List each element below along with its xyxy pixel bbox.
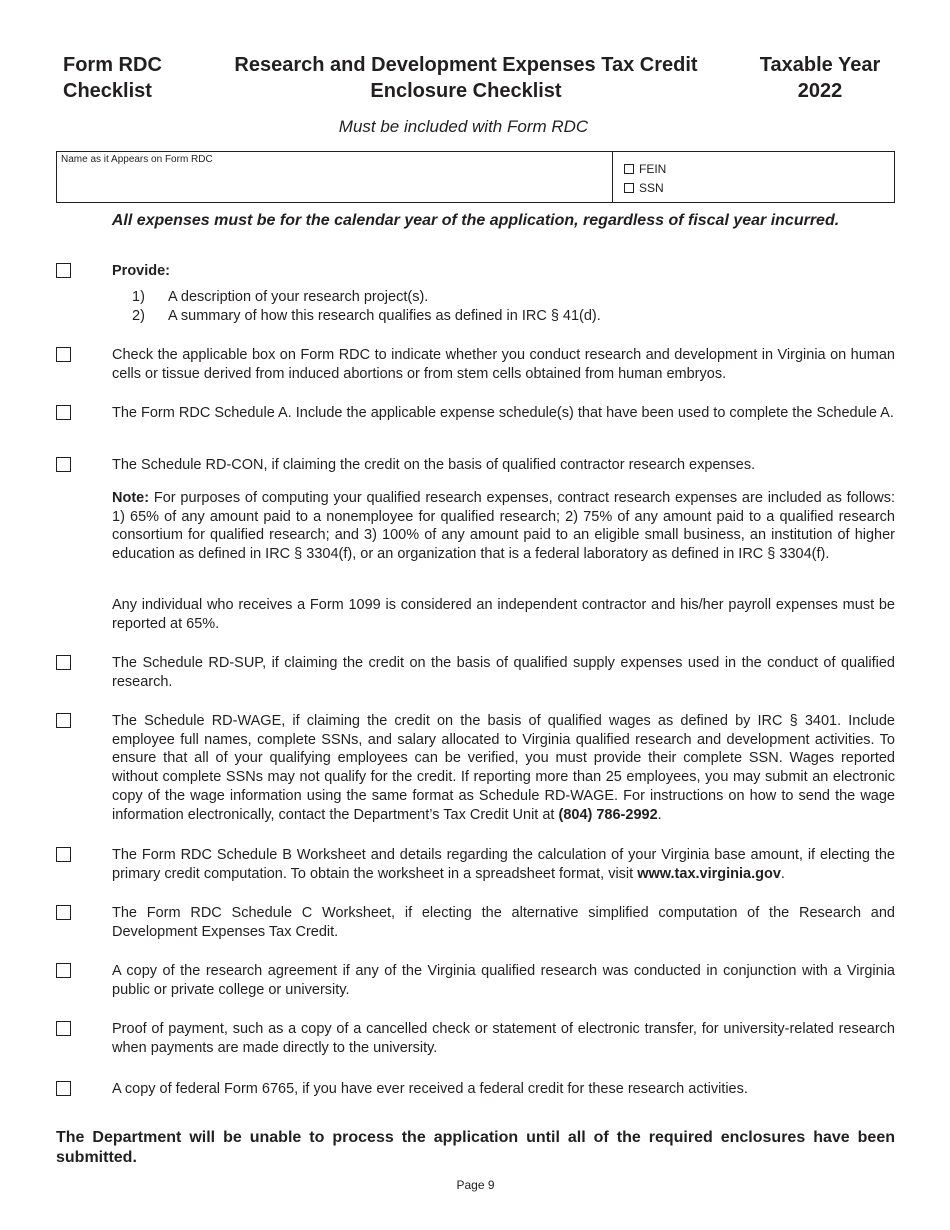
ssn-label: SSN (639, 181, 664, 195)
rd-sup-text: The Schedule RD-SUP, if claiming the credit on the basis of qualified supply expenses used in the conduct of qualified research. (112, 655, 895, 690)
rd-con-text: The Schedule RD-CON, if claiming the credit on the basis of qualified contractor research expenses. (112, 457, 756, 473)
ssn-option[interactable] (624, 181, 664, 195)
calendar-year-notice: All expenses must be for the calendar year of the application, regardless of fiscal year incurred. (111, 212, 840, 229)
form-id-line1: Form RDC (63, 54, 162, 76)
provide-label-text: Provide: (112, 263, 171, 279)
checkbox-form-6765[interactable] (56, 1081, 71, 1096)
taxpayer-id-box (56, 151, 895, 203)
note-label: Note: (112, 490, 150, 506)
human-cells-text: Check the applicable box on Form RDC to indicate whether you conduct research and development in Virginia on human cells or tissue derived from induced abortions or from stem cells obtained from human embryos. (112, 347, 895, 382)
checkbox-rd-wage[interactable] (56, 713, 71, 728)
schedule-b-period: . (780, 865, 785, 882)
list-item (132, 307, 601, 326)
research-agreement-text: A copy of the research agreement if any of the Virginia qualified research was conducted in conjunction with a Virginia public or private college or university. (112, 963, 895, 998)
fein-label: FEIN (639, 162, 667, 176)
checkbox-human-cells[interactable] (56, 347, 71, 362)
schedule-a-text: The Form RDC Schedule A. Include the applicable expense schedule(s) that have been used to complete the Schedule A. (112, 405, 894, 421)
form-id-heading (63, 52, 162, 104)
tax-credit-unit-phone: (804) 786-2992 (558, 806, 658, 823)
list-item-number: 2) (132, 307, 145, 324)
subtitle: Must be included with Form RDC (338, 117, 589, 136)
schedule-b-body: The Form RDC Schedule B Worksheet and details regarding the calculation of your Virginia base amount, if electing the primary credit computation. To obtain the worksheet in a spreadsheet format, visit (112, 847, 895, 882)
form-id-line2: Checklist (63, 80, 152, 102)
fein-checkbox[interactable] (624, 164, 634, 174)
list-item (132, 288, 601, 307)
checkbox-schedule-c[interactable] (56, 905, 71, 920)
page-title-line2: Enclosure Checklist (370, 80, 562, 102)
form-page (56, 0, 895, 1230)
name-field[interactable] (57, 152, 613, 202)
page-number: Page 9 (456, 1178, 495, 1192)
taxable-year-label: Taxable Year (759, 54, 881, 76)
taxable-year-heading (745, 52, 895, 104)
form-6765-text: A copy of federal Form 6765, if you have ever received a federal credit for these research activities. (112, 1081, 748, 1097)
taxable-year-value: 2022 (797, 80, 843, 102)
tax-website-link[interactable]: www.tax.virginia.gov (637, 865, 781, 882)
checkbox-provide[interactable] (56, 263, 71, 278)
ssn-checkbox[interactable] (624, 183, 634, 193)
list-item-text: A description of your research project(s). (168, 289, 429, 305)
note-text: For purposes of computing your qualified research expenses, contract research expenses are included as follows: 1) 65% of any amount paid to a nonemployee for qualified research; 2) 75% of any amount paid to a qualified research consortium for qualified research; and 3) 100% of any amount paid to an eligible small business, an institution of higher education as defined in IRC § 3304(f), or an organization that is a federal laboratory as defined in IRC § 3304(f). (112, 490, 895, 563)
name-field-label: Name as it Appears on Form RDC (61, 154, 213, 165)
processing-warning: The Department will be unable to process the application until all of the required enclosures have been submitted. (56, 1129, 895, 1166)
page-title-line1: Research and Development Expenses Tax Credit (234, 54, 698, 76)
fein-option[interactable] (624, 162, 666, 176)
checkbox-schedule-b[interactable] (56, 847, 71, 862)
checkbox-research-agreement[interactable] (56, 963, 71, 978)
page-title (196, 52, 736, 104)
checkbox-proof-of-payment[interactable] (56, 1021, 71, 1036)
list-item-number: 1) (132, 289, 145, 305)
list-item-text: A summary of how this research qualifies as defined in IRC § 41(d). (168, 307, 601, 324)
rd-wage-text (112, 712, 895, 824)
rd-wage-period: . (657, 806, 662, 823)
rd-wage-body: The Schedule RD-WAGE, if claiming the credit on the basis of qualified wages as defined by IRC § 3401. Include employee full names, complete SSNs, and salary allocated to Virginia qualified research and development activities. To ensure that all of your qualifying employees can be verified, you must provide their complete SSN. Wages reported without complete SSNs may not qualify for the credit. If reporting more than 25 employees, you may submit an electronic copy of the wage information using the same format as Schedule RD-WAGE. For instructions on how to send the wage information electronically, contact the Department’s Tax Credit Unit at (112, 713, 895, 823)
contract-research-note (112, 489, 895, 564)
provide-list (132, 288, 601, 325)
provide-label (112, 262, 895, 281)
schedule-c-text: The Form RDC Schedule C Worksheet, if electing the alternative simplified computation of the Research and Development Expenses Tax Credit. (112, 905, 895, 940)
schedule-b-text (112, 846, 895, 883)
checkbox-rd-sup[interactable] (56, 655, 71, 670)
proof-of-payment-text: Proof of payment, such as a copy of a cancelled check or statement of electronic transfer, for university-related research when payments are made directly to the university. (112, 1021, 895, 1056)
checkbox-rd-con[interactable] (56, 457, 71, 472)
form-1099-note: Any individual who receives a Form 1099 is considered an independent contractor and his/her payroll expenses must be reported at 65%. (112, 597, 895, 632)
checkbox-schedule-a[interactable] (56, 405, 71, 420)
